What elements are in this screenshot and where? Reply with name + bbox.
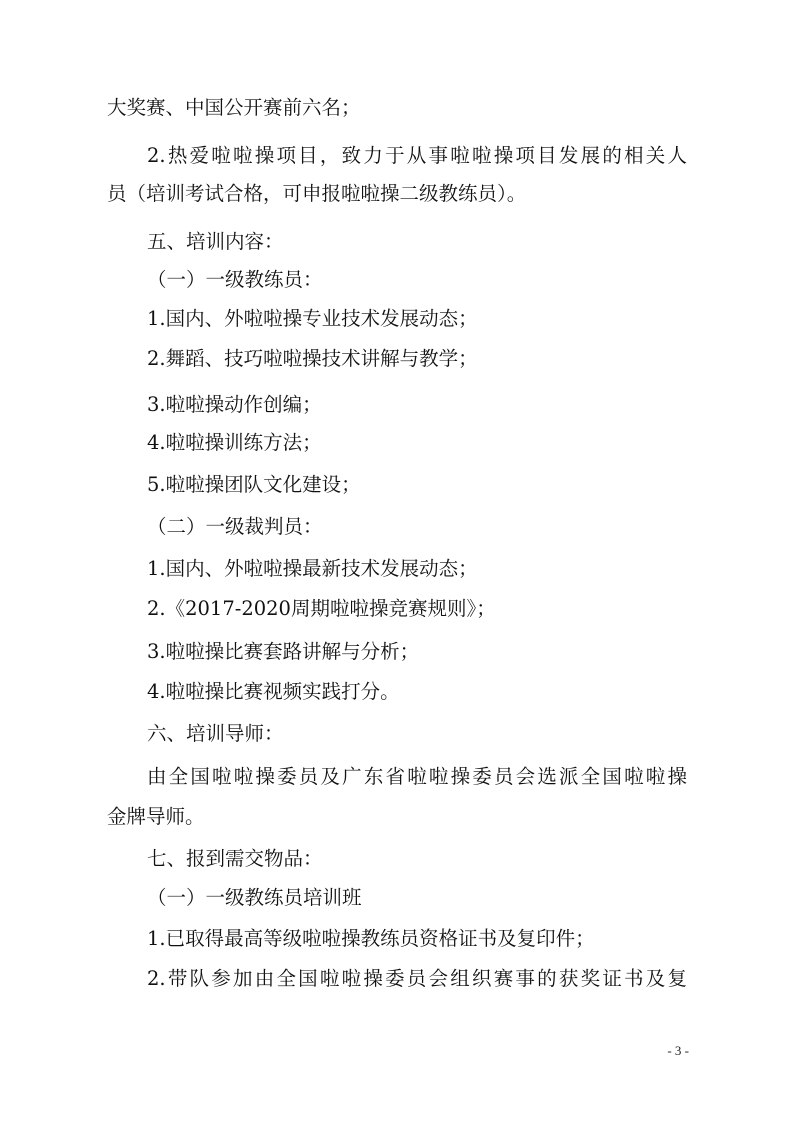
list-item: 5.啦啦操团队文化建设； xyxy=(147,473,361,496)
list-item: 3.啦啦操比赛套路讲解与分析； xyxy=(147,640,420,663)
text-line: 大奖赛、中国公开赛前六名； xyxy=(107,96,361,119)
list-item: 4.啦啦操训练方法； xyxy=(147,431,322,454)
list-item: 3.啦啦操动作创编； xyxy=(147,393,322,416)
subsection-heading: （一）一级教练员培训班 xyxy=(147,886,362,909)
section-heading: 五、培训内容： xyxy=(147,230,284,253)
text-line: 金牌导师。 xyxy=(107,805,205,828)
text-line: 由全国啦啦操委员及广东省啦啦操委员会选派全国啦啦操 xyxy=(147,765,687,788)
text-line: 2.带队参加由全国啦啦操委员会组织赛事的获奖证书及复 xyxy=(147,967,687,990)
section-heading: 七、报到需交物品： xyxy=(147,847,323,870)
list-item: 1.国内、外啦啦操最新技术发展动态； xyxy=(147,557,478,580)
text-line: 员（培训考试合格，可申报啦啦操二级教练员）。 xyxy=(107,182,527,205)
text-line: 2.热爱啦啦操项目，致力于从事啦啦操项目发展的相关人 xyxy=(147,144,687,167)
list-item: 4.啦啦操比赛视频实践打分。 xyxy=(147,680,400,703)
list-item: 2.舞蹈、技巧啦啦操技术讲解与教学； xyxy=(147,347,478,370)
subsection-heading: （一）一级教练员： xyxy=(147,268,323,291)
list-item: 2.《2017-2020周期啦啦操竞赛规则》； xyxy=(147,597,496,620)
list-item: 1.已取得最高等级啦啦操教练员资格证书及复印件； xyxy=(147,927,595,950)
subsection-heading: （二）一级裁判员： xyxy=(147,515,323,538)
page-number: - 3 - xyxy=(667,1043,689,1058)
list-item: 1.国内、外啦啦操专业技术发展动态； xyxy=(147,307,478,330)
section-heading: 六、培训导师： xyxy=(147,722,284,745)
